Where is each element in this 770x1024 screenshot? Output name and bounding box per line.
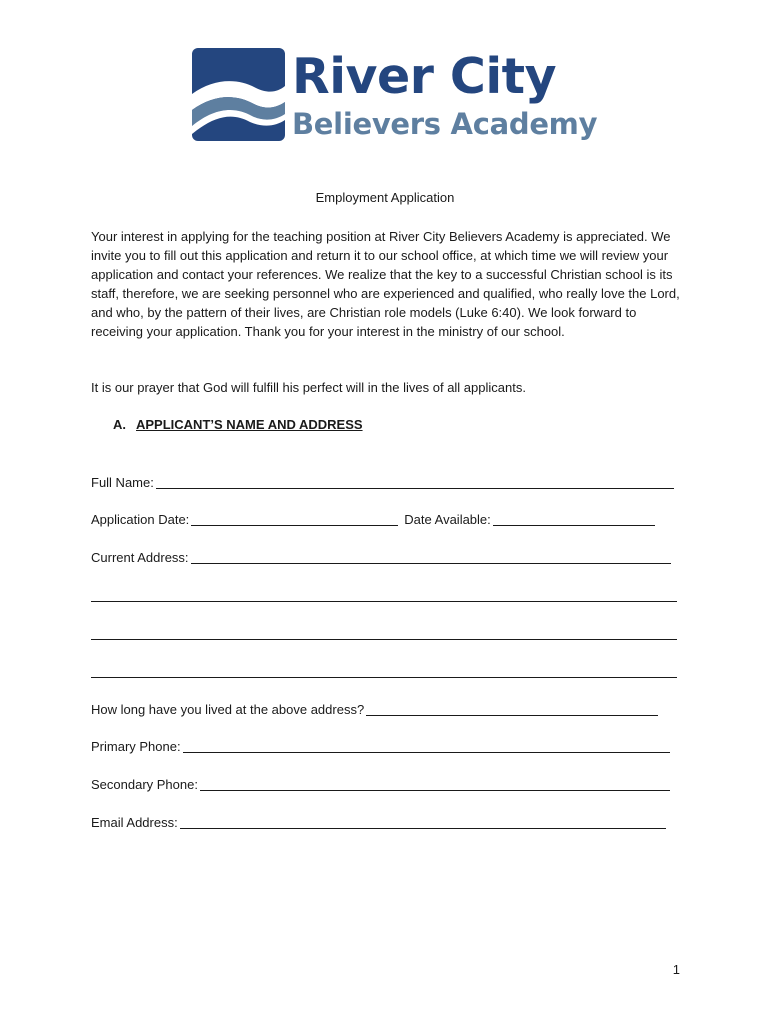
address-line-4[interactable]	[91, 677, 677, 678]
section-a-heading	[113, 416, 363, 434]
email-address-row	[91, 814, 666, 832]
secondary-phone-label: Secondary Phone:	[91, 777, 198, 792]
school-logo	[192, 48, 598, 150]
secondary-phone-field[interactable]	[200, 789, 670, 791]
time-at-address-row	[91, 701, 658, 719]
page-number: 1	[672, 962, 680, 977]
section-letter: A.	[113, 417, 126, 432]
section-title: APPLICANT’S NAME AND ADDRESS	[136, 417, 363, 432]
address-line-2[interactable]	[91, 601, 677, 602]
time-at-address-field[interactable]	[366, 714, 658, 716]
current-address-label: Current Address:	[91, 550, 189, 565]
application-date-label: Application Date:	[91, 512, 190, 527]
logo-title: River City	[292, 48, 557, 105]
primary-phone-row	[91, 738, 670, 756]
full-name-label: Full Name:	[91, 475, 154, 490]
document-title: Employment Application	[315, 190, 455, 205]
full-name-row	[91, 474, 674, 492]
current-address-field[interactable]	[191, 562, 671, 564]
current-address-row	[91, 549, 671, 567]
secondary-phone-row	[91, 776, 670, 794]
email-address-field[interactable]	[180, 827, 666, 829]
full-name-field[interactable]	[156, 487, 674, 489]
logo-subtitle: Believers Academy	[292, 107, 598, 141]
intro-paragraph: Your interest in applying for the teaching position at River City Believers Academy is appreciated. We invite you to fill out this application and return it to our school office, at which time we will review your application and contact your references. We realize that the key to a successful Christian school is its staff, therefore, we are seeking personnel who are experienced and qualified, who really love the Lord, and who, by the pattern of their lives, are Christian role models (Luke 6:40). We look forward to receiving your application. Thank you for your interest in the ministry of our school.	[91, 229, 680, 339]
time-at-address-label: How long have you lived at the above address?	[91, 702, 365, 717]
primary-phone-label: Primary Phone:	[91, 739, 181, 754]
address-line-3[interactable]	[91, 639, 677, 640]
date-available-label: Date Available:	[404, 512, 491, 527]
date-available-field[interactable]	[493, 524, 655, 526]
prayer-paragraph: It is our prayer that God will fulfill his perfect will in the lives of all applicants.	[91, 380, 526, 395]
email-address-label: Email Address:	[91, 815, 178, 830]
application-date-field[interactable]	[191, 524, 398, 526]
primary-phone-field[interactable]	[183, 751, 670, 753]
river-wave-logo-mark	[192, 48, 288, 144]
dates-row	[91, 511, 655, 529]
